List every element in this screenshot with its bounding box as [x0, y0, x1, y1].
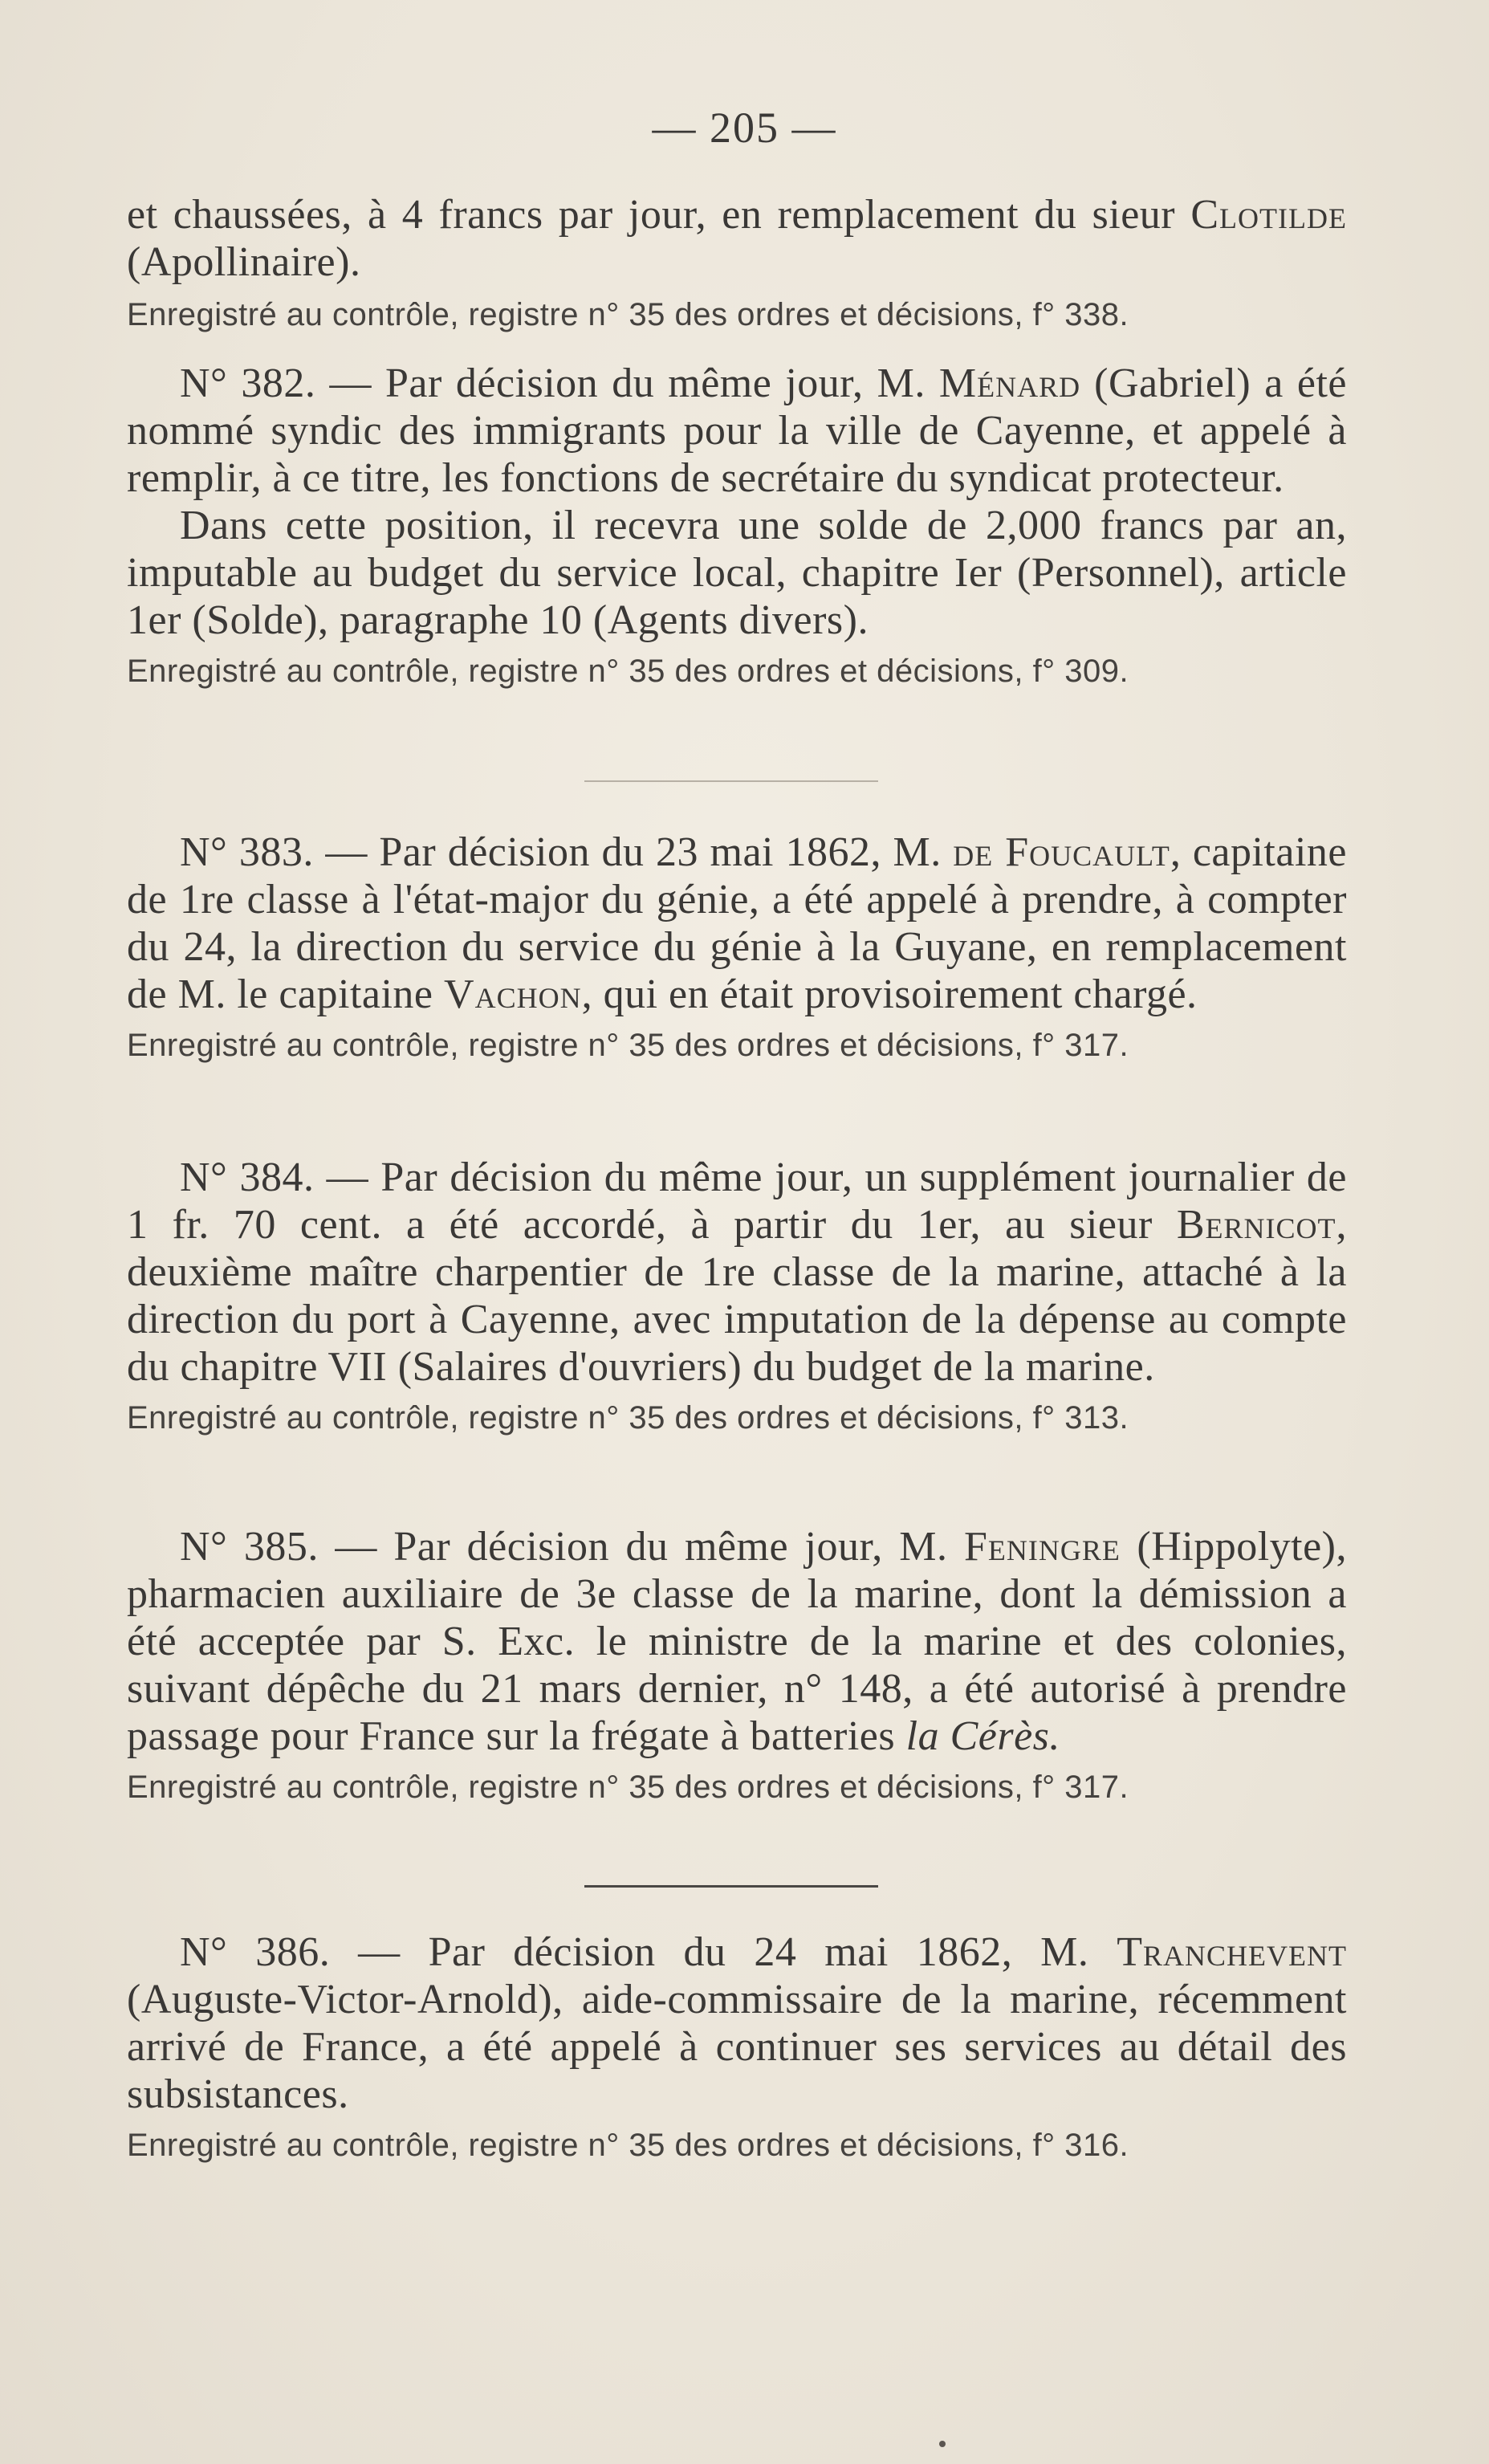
- ship-name: la Cérès.: [905, 1713, 1060, 1759]
- paper-speck: [939, 2441, 946, 2447]
- continuation-line: et chaussées, à 4 francs par jour, en remplacement du sieur: [127, 192, 1176, 238]
- entry-382: [127, 360, 1347, 690]
- entry-text-part: (Hippolyte), pharmacien auxiliaire de 3e classe de la marine, dont la démission a été acceptée par S. Exc. le ministre de la marine et des colonies, suivant dépêche du 21 mars dernier, n° 148, a été autorisé à prendre passage pour France sur la frégate à batteries: [127, 1524, 1347, 1759]
- entry-text-second: Dans cette position, il recevra une solde de 2,000 francs par an, imputable au budget du service local, chapitre Ier (Personnel), article 1er (Solde), paragraphe 10 (Agents divers).: [127, 503, 1347, 643]
- registration-note: Enregistré au contrôle, registre n° 35 des ordres et décisions, f° 338.: [127, 297, 1129, 332]
- entry-number: N° 384.: [180, 1155, 315, 1200]
- entry-number: N° 386.: [180, 1929, 331, 1975]
- entry-384: [127, 1154, 1347, 1437]
- continuation-tail: (Apollinaire).: [127, 239, 361, 285]
- entry-text-part: — Par décision du même jour, un supplément journalier de 1 fr. 70 cent. a été accordé, à partir du 1er, au sieur: [127, 1155, 1347, 1248]
- registration-note: Enregistré au contrôle, registre n° 35 des ordres et décisions, f° 317.: [127, 1028, 1129, 1063]
- section-divider: [584, 780, 878, 782]
- entry-383: [127, 829, 1347, 1065]
- entry-text-part: (Auguste-Victor-Arnold), aide-commissaire de la marine, récemment arrivé de France, a été appelé à continuer ses services au détail des subsistances.: [127, 1977, 1347, 2117]
- entry-continuation: [127, 191, 1347, 334]
- entry-number: N° 383.: [180, 829, 314, 875]
- continuation-text: [127, 191, 1347, 286]
- person-name: de Foucault: [953, 829, 1170, 875]
- entry-text-part: , qui en était provisoirement chargé.: [581, 971, 1198, 1017]
- entry-text-part: — Par décision du même jour, M.: [315, 360, 939, 406]
- person-name: Clotilde: [1190, 192, 1348, 238]
- section-divider: [584, 1885, 878, 1888]
- entry-text-part: (Gabriel) a été nommé syndic des immigrants pour la ville de Cayenne, et appelé à remplir, à ce titre, les fonctions de secrétaire du syndicat protecteur.: [127, 360, 1347, 501]
- entry-text: [127, 360, 1347, 502]
- entry-text-part: — Par décision du 23 mai 1862, M.: [313, 829, 954, 875]
- entry-text-part: , capitaine de 1re classe à l'état-major du génie, a été appelé à prendre, à compter du 24, la direction du service du génie à la Guyane, en remplacement de M. le capitaine: [127, 829, 1347, 1017]
- registration-note: Enregistré au contrôle, registre n° 35 des ordres et décisions, f° 316.: [127, 2128, 1129, 2163]
- entry-text-part: , deuxième maître charpentier de 1re classe de la marine, attaché à la direction du port à Cayenne, avec imputation de la dépense au compte du chapitre VII (Salaires d'ouvriers) du budget de la marine.: [127, 1202, 1347, 1390]
- person-name: Tranchevent: [1117, 1929, 1347, 1975]
- registration-note: Enregistré au contrôle, registre n° 35 des ordres et décisions, f° 317.: [127, 1770, 1129, 1805]
- entry-number: N° 382.: [180, 360, 316, 406]
- person-name: Bernicot: [1176, 1202, 1336, 1248]
- entry-text: [127, 829, 1347, 1018]
- person-name: Ménard: [938, 360, 1081, 406]
- entry-text: [127, 1154, 1347, 1391]
- person-name: Feningre: [963, 1524, 1121, 1570]
- entry-386: [127, 1928, 1347, 2165]
- entry-text-part: — Par décision du même jour, M.: [318, 1524, 964, 1570]
- entry-text: [127, 1928, 1347, 2118]
- entry-385: [127, 1523, 1347, 1806]
- entry-number: N° 385.: [180, 1524, 319, 1570]
- registration-note: Enregistré au contrôle, registre n° 35 des ordres et décisions, f° 309.: [127, 654, 1129, 689]
- registration-note: Enregistré au contrôle, registre n° 35 des ordres et décisions, f° 313.: [127, 1400, 1129, 1436]
- entry-text-part: — Par décision du 24 mai 1862, M.: [330, 1929, 1117, 1975]
- person-name: Vachon: [444, 971, 582, 1017]
- entry-text: [127, 1523, 1347, 1760]
- page-number: — 205 —: [652, 104, 837, 152]
